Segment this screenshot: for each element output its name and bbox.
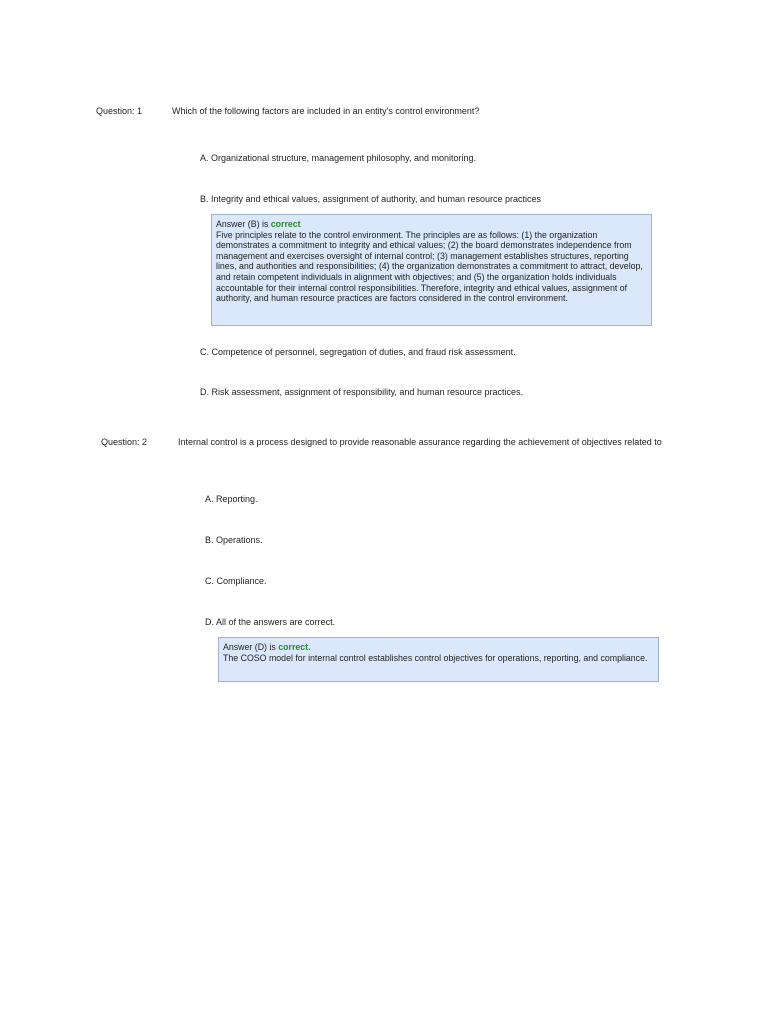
answer-status: correct. <box>278 642 311 652</box>
option-text: All of the answers are correct. <box>216 617 336 627</box>
answer-explanation: The COSO model for internal control establishes control objectives for operations, reporting, and compliance. <box>223 652 648 663</box>
option-b[interactable] <box>205 535 263 546</box>
option-text: Organizational structure, management philosophy, and monitoring. <box>211 153 477 163</box>
option-letter: A. <box>200 153 209 163</box>
answer-explanation-box <box>218 637 659 682</box>
option-a[interactable] <box>200 153 476 164</box>
answer-prefix: Answer (D) is <box>223 642 276 652</box>
option-text: Competence of personnel, segregation of duties, and fraud risk assessment. <box>211 347 516 357</box>
option-c[interactable] <box>200 347 516 358</box>
question-label: Question: 1 <box>96 106 143 116</box>
option-text: Risk assessment, assignment of responsibility, and human resource practices. <box>211 387 523 397</box>
option-d[interactable] <box>200 387 523 398</box>
option-text: Integrity and ethical values, assignment of authority, and human resource practices <box>211 194 542 204</box>
question-label: Question: 2 <box>101 437 148 447</box>
option-letter: C. <box>205 576 214 586</box>
option-a[interactable] <box>205 494 258 505</box>
option-text: Operations. <box>216 535 263 545</box>
question-text: Internal control is a process designed to provide reasonable assurance regarding the achievement of objectives related to <box>178 437 662 447</box>
option-c[interactable] <box>205 576 267 587</box>
option-letter: B. <box>200 194 209 204</box>
option-text: Compliance. <box>216 576 267 586</box>
option-d[interactable] <box>205 617 335 628</box>
option-letter: C. <box>200 347 209 357</box>
answer-heading <box>216 219 647 230</box>
answer-status: correct <box>270 219 301 229</box>
option-letter: D. <box>205 617 214 627</box>
option-letter: B. <box>205 535 214 545</box>
answer-prefix: Answer (B) is <box>216 219 269 229</box>
option-b[interactable] <box>200 194 541 205</box>
option-letter: D. <box>200 387 209 397</box>
answer-explanation-box <box>211 214 652 326</box>
question-text: Which of the following factors are included in an entity's control environment? <box>172 106 480 116</box>
answer-heading <box>223 642 654 653</box>
answer-explanation: Five principles relate to the control environment. The principles are as follows: (1) the organization demonstrates a commitment to integrity and ethical values; (2) the board demonstrates independence from management and exercises oversight of internal control; (3) management establishes structures, reporting lines, and authorities and responsibilities; (4) the organization demonstrates a commitment to attract, develop, and retain competent individuals in alignment with objectives; and (5) the organization holds individuals accountable for their internal control responsibilities. Therefore, integrity and ethical values, assignment of authority, and human resource practices are factors considered in the control environment. <box>216 229 643 304</box>
option-letter: A. <box>205 494 214 504</box>
option-text: Reporting. <box>216 494 258 504</box>
